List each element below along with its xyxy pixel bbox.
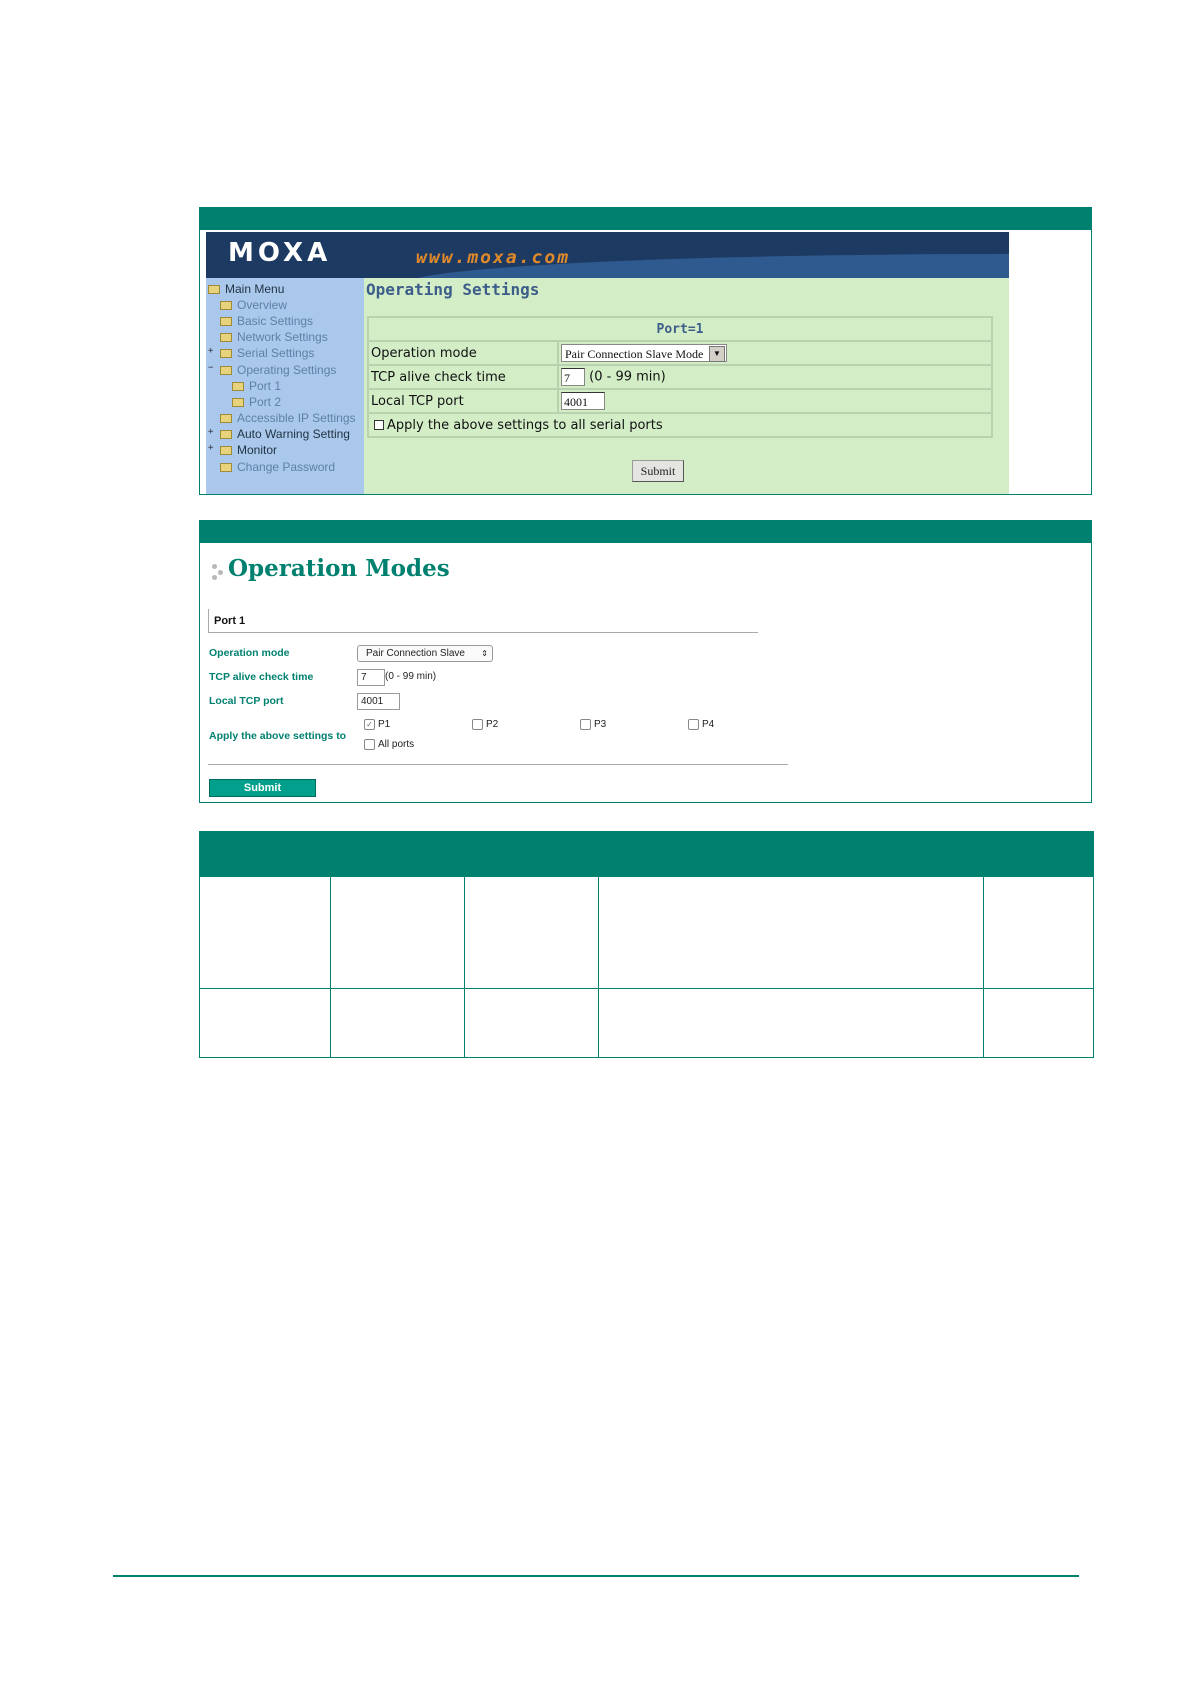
table-row xyxy=(200,877,1094,989)
moxa-logo: MOXA xyxy=(228,238,332,268)
apply-all-label: Apply the above settings to all serial ports xyxy=(387,417,663,433)
tcp-alive-range: (0 - 99 min) xyxy=(589,369,666,385)
folder-icon xyxy=(208,285,220,294)
updown-arrow-icon: ⇕ xyxy=(481,649,488,658)
folder-icon xyxy=(220,430,232,439)
table-cell xyxy=(984,989,1094,1058)
apply-all-checkbox[interactable] xyxy=(374,420,384,430)
local-port-label: Local TCP port xyxy=(209,695,284,707)
table-header-cell xyxy=(200,832,331,877)
operating-settings-form xyxy=(364,278,1009,494)
menu-item-main-menu[interactable]: Main Menu xyxy=(208,282,284,296)
panel-header-bar xyxy=(200,521,1091,543)
table-cell xyxy=(200,877,331,989)
tcp-alive-label: TCP alive check time xyxy=(209,671,314,683)
table-cell xyxy=(465,989,599,1058)
table-row xyxy=(200,989,1094,1058)
op-mode-label: Operation mode xyxy=(209,647,290,659)
panel-header-bar xyxy=(200,208,1091,230)
local-port-cell xyxy=(558,389,992,413)
table-header-row xyxy=(200,832,1094,877)
page-title: Operating Settings xyxy=(366,280,540,299)
expand-icon[interactable]: + xyxy=(208,346,214,356)
menu-item-change-password[interactable]: Change Password xyxy=(220,460,335,474)
tcp-alive-cell xyxy=(558,365,992,389)
op-mode-select[interactable]: Pair Connection Slave Mode ▼ xyxy=(561,344,727,362)
menu-item-operating-settings[interactable]: Operating Settings xyxy=(220,363,336,377)
menu-item-monitor[interactable]: Monitor xyxy=(220,443,277,457)
menu-item-port-2[interactable]: Port 2 xyxy=(232,395,281,409)
port-p3-checkbox[interactable]: P3 xyxy=(580,719,606,730)
op-mode-cell xyxy=(558,341,992,365)
table-cell xyxy=(331,877,465,989)
apply-all-row xyxy=(368,413,992,437)
table-cell xyxy=(200,989,331,1058)
tcp-alive-label: TCP alive check time xyxy=(368,365,558,389)
table-header-cell xyxy=(984,832,1094,877)
folder-icon xyxy=(220,317,232,326)
folder-icon xyxy=(220,301,232,310)
table-cell xyxy=(465,877,599,989)
moxa-url: www.moxa.com xyxy=(416,247,571,268)
local-port-label: Local TCP port xyxy=(368,389,558,413)
parameter-table xyxy=(199,831,1094,1058)
submit-button[interactable]: Submit xyxy=(209,779,316,797)
page-title: Operation Modes xyxy=(228,555,450,582)
expand-icon[interactable]: + xyxy=(208,427,214,437)
settings-table xyxy=(367,316,993,438)
tcp-alive-input[interactable]: 7 xyxy=(357,669,385,686)
table-cell xyxy=(599,989,984,1058)
bullet-dots-icon xyxy=(212,564,228,582)
legacy-console xyxy=(206,232,1009,494)
local-port-input[interactable]: 4001 xyxy=(357,693,400,710)
table-cell xyxy=(984,877,1094,989)
local-port-input[interactable]: 4001 xyxy=(561,392,605,410)
port-p1-checkbox[interactable]: ✓ P1 xyxy=(364,719,390,730)
menu-item-auto-warning[interactable]: Auto Warning Setting xyxy=(220,427,350,441)
port-p4-checkbox[interactable]: P4 xyxy=(688,719,714,730)
folder-icon xyxy=(232,398,244,407)
new-console-screenshot xyxy=(199,520,1092,803)
port-p2-checkbox[interactable]: P2 xyxy=(472,719,498,730)
footer-rule xyxy=(113,1575,1079,1577)
folder-icon xyxy=(220,366,232,375)
menu-item-basic-settings[interactable]: Basic Settings xyxy=(220,314,313,328)
folder-icon xyxy=(220,333,232,342)
legacy-console-screenshot xyxy=(199,207,1092,495)
expand-icon[interactable]: + xyxy=(208,443,214,453)
port-heading: Port 1 xyxy=(208,609,758,633)
folder-icon xyxy=(220,463,232,472)
table-cell xyxy=(599,877,984,989)
main-menu-sidebar xyxy=(206,278,364,494)
submit-button[interactable]: Submit xyxy=(632,460,684,482)
folder-icon xyxy=(220,446,232,455)
table-header-cell xyxy=(599,832,984,877)
moxa-banner xyxy=(206,232,1009,278)
op-mode-select[interactable]: Pair Connection Slave ⇕ xyxy=(357,645,493,662)
menu-item-network-settings[interactable]: Network Settings xyxy=(220,330,328,344)
divider xyxy=(208,764,788,765)
collapse-icon[interactable]: − xyxy=(208,363,214,373)
dropdown-arrow-icon: ▼ xyxy=(709,346,725,362)
menu-item-serial-settings[interactable]: Serial Settings xyxy=(220,346,314,360)
checkmark-icon: ✓ xyxy=(364,719,375,730)
table-header-cell xyxy=(331,832,465,877)
tcp-alive-input[interactable]: 7 xyxy=(561,368,585,386)
folder-icon xyxy=(220,349,232,358)
folder-icon xyxy=(232,382,244,391)
menu-item-overview[interactable]: Overview xyxy=(220,298,287,312)
all-ports-checkbox[interactable]: All ports xyxy=(364,739,414,750)
table-header-cell xyxy=(465,832,599,877)
op-mode-label: Operation mode xyxy=(368,341,558,365)
port-header: Port=1 xyxy=(368,317,992,341)
menu-item-accessible-ip[interactable]: Accessible IP Settings xyxy=(220,411,356,425)
table-cell xyxy=(331,989,465,1058)
folder-icon xyxy=(220,414,232,423)
tcp-alive-range: (0 - 99 min) xyxy=(385,671,437,682)
apply-label: Apply the above settings to xyxy=(209,730,347,742)
menu-item-port-1[interactable]: Port 1 xyxy=(232,379,281,393)
